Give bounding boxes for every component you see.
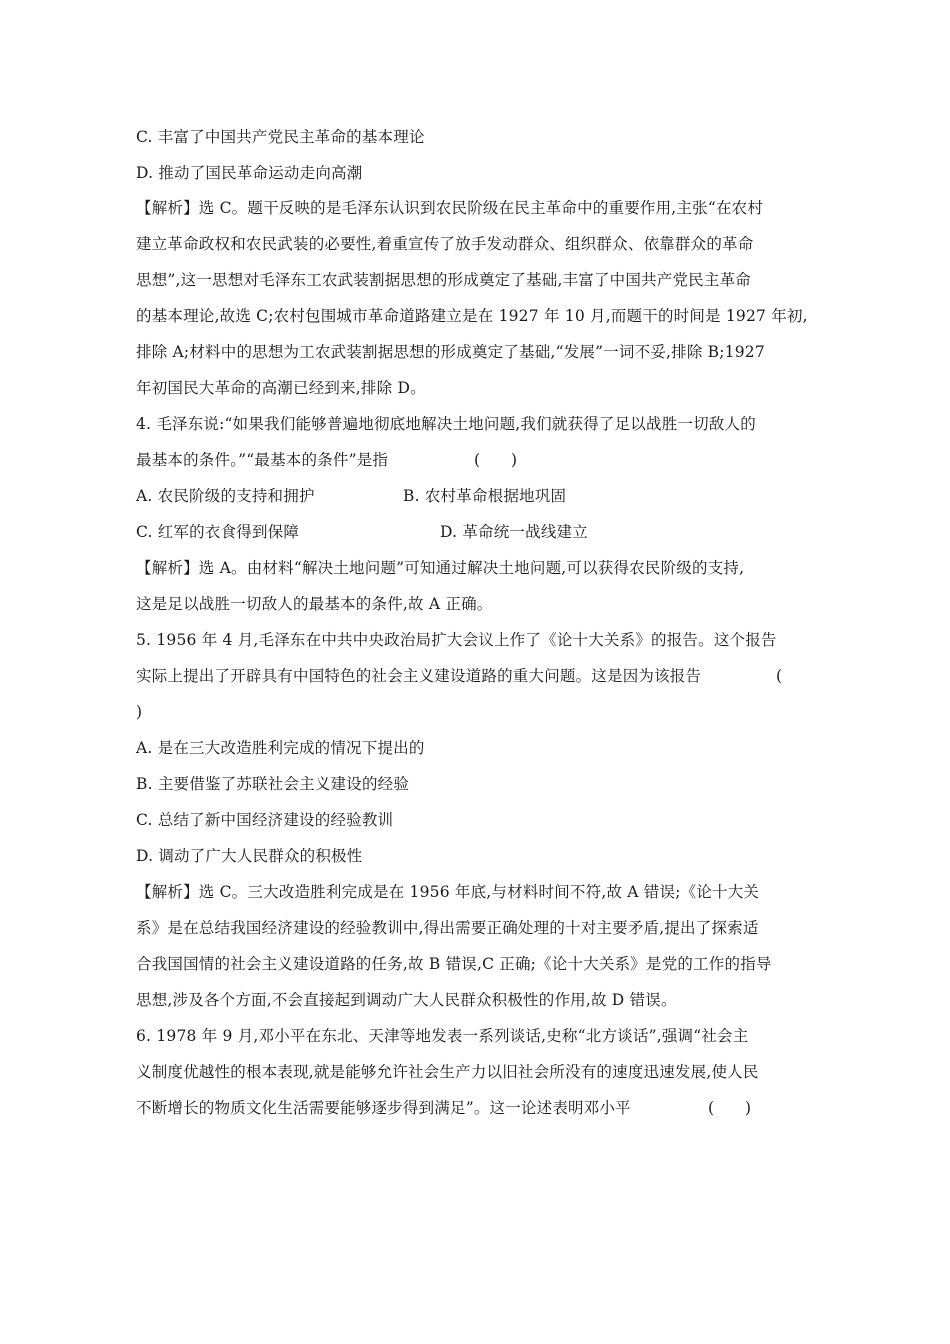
q4-analysis-line: 这是足以战胜一切敌人的最基本的条件,故 A 正确。 [136, 595, 493, 613]
q3-analysis-line: 排除 A;材料中的思想为工农武装割据思想的形成奠定了基础,“发展”一词不妥,排除 B;1927 [136, 343, 765, 361]
q3-analysis-line: 建立革命政权和农民武装的必要性,着重宣传了放手发动群众、组织群众、依靠群众的革命 [136, 235, 754, 253]
q4-option-b: B. 农村革命根据地巩固 [403, 487, 567, 505]
q5-analysis-line: 系》是在总结我国经济建设的经验教训中,得出需要正确处理的十对主要矛盾,提出了探索适 [136, 919, 759, 937]
q5-analysis-line: 合我国国情的社会主义建设道路的任务,故 B 错误,C 正确;《论十大关系》是党的工作的指导 [136, 955, 772, 973]
q3-analysis-line: 年初国民大革命的高潮已经到来,排除 D。 [136, 379, 426, 397]
q5-option-d: D. 调动了广大人民群众的积极性 [136, 847, 363, 865]
q5-option-b: B. 主要借鉴了苏联社会主义建设的经验 [136, 775, 410, 793]
q4-stem-line: 最基本的条件。”“最基本的条件”是指 [136, 451, 389, 469]
q5-paren-close: ) [136, 703, 143, 721]
q3-option-d: D. 推动了国民革命运动走向高潮 [136, 164, 363, 182]
q3-analysis-line: 【解析】选 C。题干反映的是毛泽东认识到农民阶级在民主革命中的重要作用,主张“在农村 [136, 199, 764, 217]
q4-option-c: C. 红军的衣食得到保障 [136, 523, 300, 541]
q6-stem-line: 不断增长的物质文化生活需要能够逐步得到满足”。这一论述表明邓小平 [136, 1099, 631, 1117]
q6-stem-line: 义制度优越性的根本表现,就是能够允许社会生产力以旧社会所没有的速度迅速发展,使人民 [136, 1063, 759, 1081]
q5-option-c: C. 总结了新中国经济建设的经验教训 [136, 811, 394, 829]
q3-analysis-line: 的基本理论,故选 C;农村包围城市革命道路建立是在 1927 年 10 月,而题干的时间是 1927 年初, [136, 307, 808, 325]
q5-analysis-line: 思想,涉及各个方面,不会直接起到调动广大人民群众积极性的作用,故 D 错误。 [136, 991, 677, 1009]
q3-analysis-line: 思想”,这一思想对毛泽东工农武装割据思想的形成奠定了基础,丰富了中国共产党民主革命 [136, 271, 751, 289]
q5-stem-line: 实际上提出了开辟具有中国特色的社会主义建设道路的重大问题。这是因为该报告 [136, 667, 702, 685]
q3-option-c: C. 丰富了中国共产党民主革命的基本理论 [136, 128, 425, 146]
q4-analysis-line: 【解析】选 A。由材料“解决土地问题”可知通过解决土地问题,可以获得农民阶级的支持, [136, 559, 745, 577]
q6-answer-parentheses: ( ) [708, 1099, 752, 1117]
q4-answer-parentheses: ( ) [474, 451, 518, 469]
q4-option-d: D. 革命统一战线建立 [440, 523, 588, 541]
q5-analysis-line: 【解析】选 C。三大改造胜利完成是在 1956 年底,与材料时间不符,故 A 错误;《论十大关 [136, 883, 760, 901]
q4-option-a: A. 农民阶级的支持和拥护 [136, 487, 315, 505]
q5-stem-line: 5. 1956 年 4 月,毛泽东在中共中央政治局扩大会议上作了《论十大关系》的报告。这个报告 [136, 631, 777, 649]
q5-paren-open: ( [776, 667, 783, 685]
q6-stem-line: 6. 1978 年 9 月,邓小平在东北、天津等地发表一系列谈话,史称“北方谈话”,强调“社会主 [136, 1027, 749, 1045]
q5-option-a: A. 是在三大改造胜利完成的情况下提出的 [136, 739, 425, 757]
q4-stem-line: 4. 毛泽东说:“如果我们能够普遍地彻底地解决土地问题,我们就获得了足以战胜一切敌人的 [136, 415, 756, 433]
